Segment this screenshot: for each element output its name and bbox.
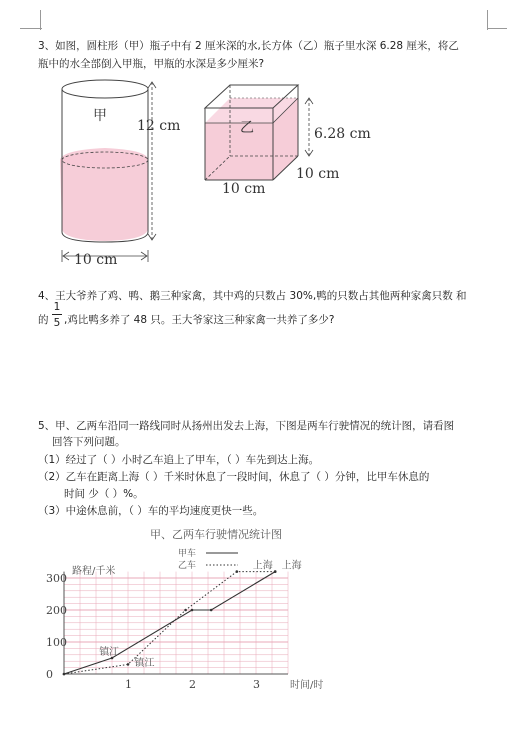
cylinder-label: 甲 — [93, 108, 107, 124]
q4-fraction-numerator: 1 — [53, 301, 61, 313]
chart-title: 甲、乙两车行驶情况统计图 — [150, 528, 282, 541]
y-tick-label: 300 — [46, 572, 67, 585]
q5-sub1: （1）经过了（ ）小时乙车追上了甲车，（ ）车先到达上海。 — [38, 454, 320, 466]
series-point-2 — [274, 570, 277, 573]
q5-sub2a: （2）乙车在距离上海（ ）千米时休息了一段时间，休息了（ ）分钟，比甲车休息的 — [38, 471, 430, 483]
chart-grid — [64, 572, 288, 674]
chart-xlabel: 时间/时 — [290, 680, 324, 691]
y-tick-label: 200 — [46, 604, 67, 617]
box-water-height-label: 6.28 cm — [314, 126, 371, 142]
series-point-2 — [127, 663, 130, 666]
y-tick-label: 100 — [46, 636, 67, 649]
crop-mark — [40, 10, 41, 30]
cylinder-diameter-label: 10 cm — [74, 252, 118, 268]
q4-text-pre: 的 — [38, 314, 49, 326]
q5-text-line1: 5、甲、乙两车沿同一路线同时从扬州出发去上海，下图是两车行驶情况的统计图，请看图 — [38, 420, 455, 432]
x-tick-label: 2 — [189, 678, 196, 691]
y-tick-label: 0 — [46, 668, 53, 681]
q5-sub3: （3）中途休息前，（ ）车的平均速度更快一些。 — [38, 505, 264, 517]
annotation-label: 镇江 — [134, 658, 155, 669]
travel-chart — [0, 520, 528, 720]
chart-legend — [178, 547, 238, 571]
annotation-label: 镇江 — [99, 646, 120, 658]
cylinder-figure — [60, 80, 180, 268]
chart-annotations — [99, 558, 301, 669]
q4-fraction-bar — [52, 314, 62, 315]
series-point-1 — [210, 609, 213, 612]
series-point-2 — [63, 673, 66, 676]
legend-label-2: 乙车 — [178, 561, 197, 571]
box-figure — [205, 85, 371, 197]
crop-mark — [487, 10, 488, 30]
box-depth-label: 10 cm — [296, 166, 340, 182]
chart-ylabel: 路程/千米 — [72, 566, 116, 577]
annotation-label: 上海 — [281, 560, 302, 572]
x-tick-label: 3 — [253, 678, 260, 691]
box-width-label: 10 cm — [222, 181, 266, 197]
cylinder-height-label: 12 cm — [137, 118, 181, 134]
series-point-1 — [191, 609, 194, 612]
annotation-label: 上海 — [252, 560, 273, 572]
q5-text-line2: 回答下列问题。 — [52, 436, 126, 448]
q4-fraction-denominator: 5 — [53, 317, 61, 329]
q3-text-line2: 瓶中的水全部倒入甲瓶，甲瓶的水深是多少厘米? — [38, 58, 265, 70]
q3-figure — [0, 68, 528, 268]
box-label: 乙 — [240, 120, 254, 136]
q4-text-post: ,鸡比鸭多养了 48 只。王大爷家这三种家禽一共养了多少? — [64, 314, 335, 326]
crop-mark — [487, 28, 507, 29]
q3-text-line1: 3、如图，圆柱形（甲）瓶子中有 2 厘米深的水,长方体（乙）瓶子里水深 6.28 厘米，将乙 — [38, 40, 459, 52]
q4-text-line1: 4、王大爷养了鸡、鸭、鹅三种家禽，其中鸡的只数占 30%,鸭的只数占其他两种家禽只数 和 — [38, 290, 467, 302]
q5-sub2b: 时间 少（ ）%。 — [64, 488, 144, 500]
chart-ticks — [46, 572, 260, 691]
x-tick-label: 1 — [125, 678, 132, 691]
legend-label-1: 甲车 — [178, 549, 197, 559]
crop-mark — [20, 28, 42, 29]
series-point-2 — [236, 570, 239, 573]
series-point-2 — [184, 609, 187, 612]
